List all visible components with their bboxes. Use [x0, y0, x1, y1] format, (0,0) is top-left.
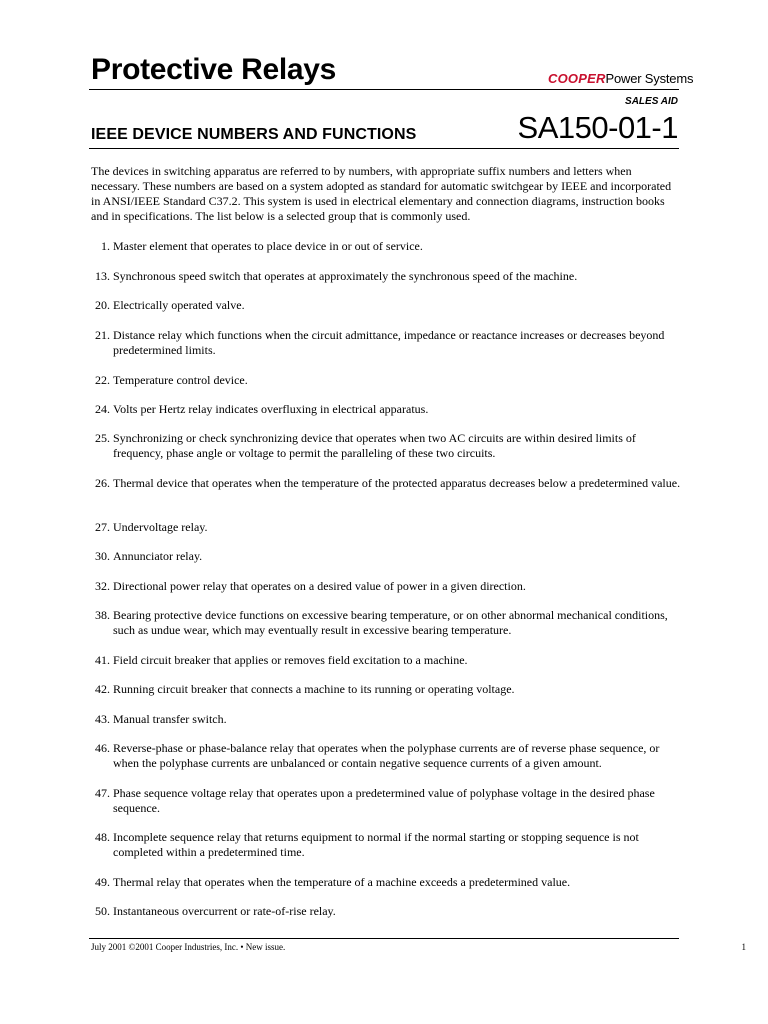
- device-description: Synchronizing or check synchronizing device that operates when two AC circuits are within desired limits of frequency, phase angle or voltage to permit the paralleling of these two circuits.: [113, 431, 636, 460]
- device-item: [88, 653, 684, 668]
- device-item: [88, 904, 684, 919]
- sales-aid-label: SALES AID: [625, 96, 678, 107]
- device-item: [88, 608, 684, 638]
- device-item: [88, 328, 684, 358]
- device-description: Reverse-phase or phase-balance relay that operates when the polyphase currents are of reverse phase sequence, or when the polyphase currents are unbalanced or contain negative sequence currents of a given amount.: [113, 741, 660, 770]
- device-number: 30.: [95, 549, 110, 563]
- intro-paragraph: The devices in switching apparatus are referred to by numbers, with appropriate suffix numbers and letters when necessary. These numbers are based on a system adopted as standard for automatic switchgear by IEEE and incorporated in ANSI/IEEE Standard C37.2. This system is used in electrical elementary and connection diagrams, instruction books and in specifications. The list below is a selected group that is commonly used.: [91, 164, 672, 223]
- device-description: Directional power relay that operates on a desired value of power in a given direction.: [113, 579, 526, 593]
- device-description: Undervoltage relay.: [113, 520, 208, 534]
- device-number: 24.: [95, 402, 110, 416]
- device-item: [88, 549, 684, 564]
- device-number: 42.: [95, 682, 110, 696]
- device-number: 48.: [95, 830, 110, 844]
- device-number: 25.: [95, 431, 110, 445]
- device-number: 47.: [95, 786, 110, 800]
- device-item: [88, 520, 684, 535]
- device-item: [88, 741, 684, 771]
- brand-primary: COOPER: [548, 71, 606, 86]
- device-number: 41.: [95, 653, 110, 667]
- device-item: [88, 875, 684, 890]
- device-number: 21.: [95, 328, 110, 342]
- device-number: 27.: [95, 520, 110, 534]
- device-item: [88, 373, 684, 388]
- device-number: 38.: [95, 608, 110, 622]
- device-item: [88, 579, 684, 594]
- device-description: Instantaneous overcurrent or rate-of-rise relay.: [113, 904, 336, 918]
- device-description: Synchronous speed switch that operates at approximately the synchronous speed of the machine.: [113, 269, 578, 283]
- device-item: [88, 239, 684, 254]
- device-number: 13.: [95, 269, 110, 283]
- device-item: [88, 682, 684, 697]
- device-item: [88, 269, 684, 284]
- device-description: Distance relay which functions when the circuit admittance, impedance or reactance increases or decreases beyond predetermined limits.: [113, 328, 665, 357]
- device-description: Manual transfer switch.: [113, 712, 227, 726]
- device-description: Thermal device that operates when the temperature of the protected apparatus decreases below a predetermined value.: [113, 476, 681, 490]
- device-item: [88, 298, 684, 313]
- page-number: 1: [741, 942, 746, 952]
- device-number: 1.: [101, 239, 110, 253]
- device-description: Bearing protective device functions on excessive bearing temperature, or on other abnormal mechanical conditions, such as undue wear, which may eventually result in excessive bearing temperature.: [113, 608, 668, 637]
- document-title: Protective Relays: [91, 53, 337, 86]
- device-item: [88, 402, 684, 417]
- section-title: IEEE DEVICE NUMBERS AND FUNCTIONS: [91, 126, 417, 143]
- document-number: SA150-01-1: [517, 110, 678, 145]
- device-description: Volts per Hertz relay indicates overfluxing in electrical apparatus.: [113, 402, 429, 416]
- device-number: 49.: [95, 875, 110, 889]
- device-number: 32.: [95, 579, 110, 593]
- device-item: [88, 830, 684, 860]
- brand-secondary: Power Systems: [605, 71, 694, 86]
- footer-text: July 2001 ©2001 Cooper Industries, Inc. • New issue.: [91, 942, 286, 952]
- device-number: 26.: [95, 476, 110, 490]
- device-description: Annunciator relay.: [113, 549, 203, 563]
- device-description: Electrically operated valve.: [113, 298, 245, 312]
- device-number: 50.: [95, 904, 110, 918]
- device-item: [88, 786, 684, 816]
- device-description: Thermal relay that operates when the temperature of a machine exceeds a predetermined value.: [113, 875, 571, 889]
- device-description: Field circuit breaker that applies or removes field excitation to a machine.: [113, 653, 468, 667]
- device-description: Temperature control device.: [113, 373, 248, 387]
- device-description: Phase sequence voltage relay that operates upon a predetermined value of polyphase voltage in the desired phase sequence.: [113, 786, 655, 815]
- device-description: Running circuit breaker that connects a machine to its running or operating voltage.: [113, 682, 515, 696]
- device-item: [88, 431, 684, 461]
- device-description: Master element that operates to place device in or out of service.: [113, 239, 423, 253]
- device-item: [88, 476, 684, 491]
- device-number: 20.: [95, 298, 110, 312]
- footer-rule: [89, 938, 679, 939]
- device-number: 43.: [95, 712, 110, 726]
- device-item: [88, 712, 684, 727]
- device-number: 46.: [95, 741, 110, 755]
- device-number: 22.: [95, 373, 110, 387]
- device-description: Incomplete sequence relay that returns equipment to normal if the normal starting or stopping sequence is not completed within a predetermined time.: [113, 830, 639, 859]
